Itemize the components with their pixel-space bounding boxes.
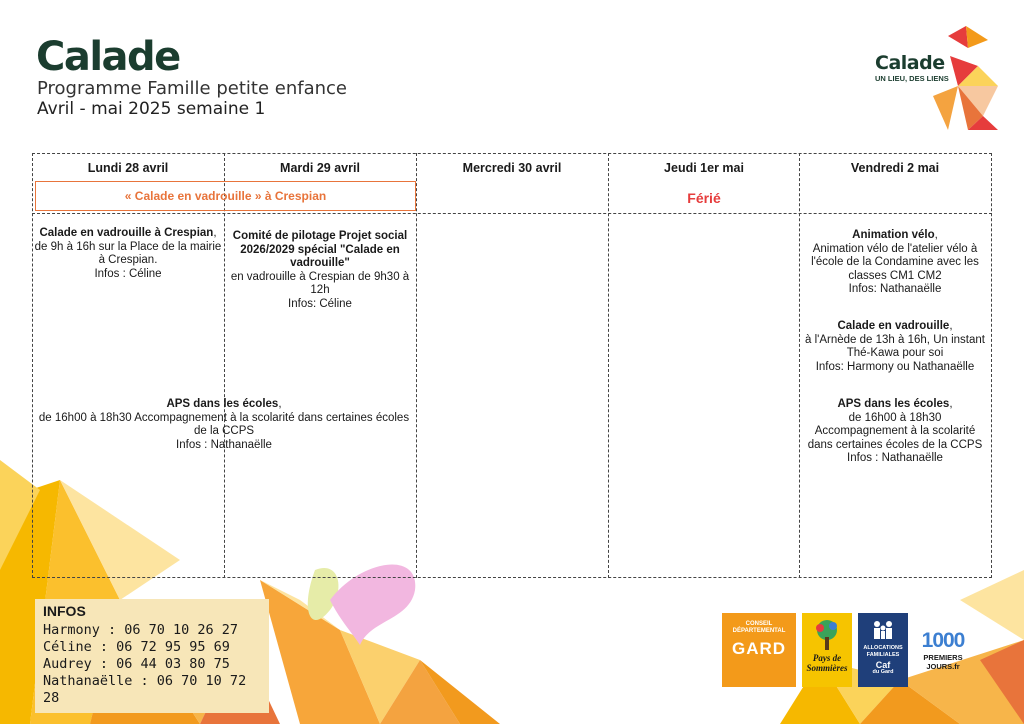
gard-small-2: DÉPARTEMENTAL	[732, 628, 786, 634]
monday-line-1: de 9h à 16h sur la Place de la mairie	[34, 240, 222, 253]
day-header-wednesday: Mercredi 30 avril	[462, 161, 562, 175]
brand-title: Calade	[36, 34, 180, 80]
grid-col-line	[608, 153, 609, 578]
friday-vadrouille-line-2: Thé-Kawa pour soi	[846, 347, 944, 359]
tuesday-event	[226, 230, 414, 311]
monday-line-2: à Crespian.	[98, 254, 158, 266]
vadrouille-banner: « Calade en vadrouille » à Crespian	[35, 181, 416, 211]
tuesday-title-1: Comité de pilotage Projet social	[232, 230, 408, 242]
friday-bike-title: Animation vélo	[852, 229, 935, 241]
friday-bike-line-1: Animation vélo de l'atelier vélo à	[812, 242, 978, 255]
friday-vadrouille-event	[801, 320, 989, 374]
monday-title-comma: ,	[213, 227, 217, 239]
tuesday-title-3: vadrouille"	[290, 257, 350, 269]
aps-title-comma: ,	[278, 398, 282, 410]
day-header-monday: Lundi 28 avril	[87, 161, 169, 175]
friday-aps-line-3: dans certaines écoles de la CCPS	[807, 438, 983, 451]
day-header-thursday: Jeudi 1er mai	[664, 161, 744, 175]
gard-name: GARD	[731, 639, 787, 658]
friday-bike-line-3: classes CM1 CM2	[848, 269, 942, 282]
infos-contact-line: Audrey : 06 44 03 80 75	[43, 656, 230, 672]
friday-aps-line-4: Infos : Nathanaëlle	[847, 452, 943, 464]
friday-bike-line-2: l'école de la Condamine avec les	[811, 256, 979, 268]
partner-logos	[722, 613, 972, 689]
logo-wordmark: Calade	[875, 52, 945, 74]
friday-vadrouille-line-3: Infos: Harmony ou Nathanaëlle	[815, 360, 975, 373]
day-header-friday: Vendredi 2 mai	[850, 161, 940, 175]
infos-contact-line: Harmony : 06 70 10 26 27	[43, 622, 239, 638]
weekly-schedule	[32, 153, 992, 578]
grid-header-divider	[32, 213, 992, 214]
infos-contact-box	[35, 599, 269, 713]
1000-premiers-jours-logo	[914, 613, 972, 687]
pays-line-1: Pays de	[812, 653, 842, 663]
gard-small-1: CONSEIL	[745, 621, 773, 627]
aps-title: APS dans les écoles	[166, 398, 279, 410]
grid-col-line	[991, 153, 992, 578]
caf-small-2: FAMILIALES	[866, 651, 900, 658]
infos-title: INFOS	[43, 603, 86, 619]
day-header-tuesday: Mardi 29 avril	[280, 161, 360, 175]
program-subtitle: Programme Famille petite enfance	[37, 78, 347, 99]
monday-event	[34, 227, 222, 281]
family-icon	[871, 619, 895, 641]
1000-line-2: JOURS.fr	[926, 662, 960, 671]
friday-aps-comma: ,	[949, 398, 953, 410]
infos-contact-line: Nathanaëlle : 06 70 10 72 28	[43, 673, 247, 706]
caf-sub: du Gard	[872, 668, 894, 675]
gard-logo	[722, 613, 796, 687]
friday-aps-line-2: Accompagnement à la scolarité	[814, 425, 976, 437]
pays-de-sommieres-logo	[802, 613, 852, 687]
friday-aps-title: APS dans les écoles	[837, 398, 950, 410]
aps-line-3: Infos : Nathanaëlle	[176, 438, 272, 451]
friday-bike-event	[801, 229, 989, 297]
caf-name: Caf	[875, 660, 891, 670]
tuesday-title-2: 2026/2029 spécial "Calade en	[240, 243, 400, 256]
1000-line-1: PREMIERS	[923, 653, 963, 662]
infos-contact-line: Céline : 06 72 95 95 69	[43, 639, 230, 655]
monday-line-3: Infos : Céline	[94, 267, 162, 280]
logo-tagline: UN LIEU, DES LIENS	[875, 74, 949, 83]
tuesday-line-2: 12h	[310, 284, 330, 296]
grid-col-line	[224, 153, 225, 578]
friday-bike-line-4: Infos: Nathanaëlle	[848, 283, 942, 295]
grid-col-line	[799, 153, 800, 578]
aps-line-1: de 16h00 à 18h30 Accompagnement à la scolarité dans certaines écoles	[38, 411, 410, 424]
pays-line-2: Sommières	[806, 663, 848, 673]
friday-bike-comma: ,	[934, 229, 938, 241]
grid-top-border	[32, 153, 992, 154]
grid-col-line	[32, 153, 33, 578]
1000-number: 1000	[921, 629, 965, 652]
grid-col-line	[416, 153, 417, 578]
caf-small-1: ALLOCATIONS	[863, 645, 903, 651]
tuesday-line-3: Infos: Céline	[288, 297, 352, 310]
tuesday-line-1: en vadrouille à Crespian de 9h30 à	[230, 270, 410, 283]
friday-vadrouille-title: Calade en vadrouille	[837, 320, 950, 332]
aps-schools-event	[34, 398, 414, 452]
friday-vadrouille-comma: ,	[949, 320, 953, 332]
grid-bottom-border	[32, 577, 992, 578]
holiday-label: Férié	[687, 190, 721, 206]
friday-aps-event	[801, 398, 989, 466]
friday-aps-line-1: de 16h00 à 18h30	[848, 411, 942, 424]
aps-line-2: de la CCPS	[193, 425, 255, 437]
caf-logo	[858, 613, 908, 687]
week-label: Avril - mai 2025 semaine 1	[37, 99, 266, 119]
monday-event-title: Calade en vadrouille à Crespian	[39, 227, 214, 239]
tree-icon	[812, 619, 842, 651]
friday-vadrouille-line-1: à l'Arnède de 13h à 16h, Un instant	[805, 333, 985, 346]
